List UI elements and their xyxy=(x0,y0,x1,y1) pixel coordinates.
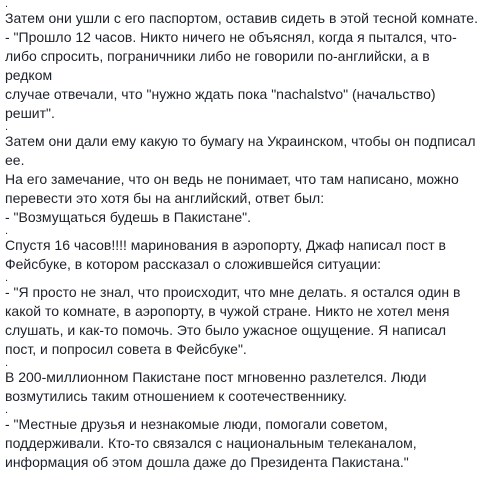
separator-dot: . xyxy=(5,404,9,416)
separator-dot: . xyxy=(5,121,9,133)
text-line: либо спросить, пограничники либо не говорили по-английски, а в редком xyxy=(5,48,430,83)
text-line: информация об этом дошла даже до Президента Пакистана." xyxy=(5,454,409,470)
text-line: перевести это хотя бы на английский, ответ был: xyxy=(5,190,325,206)
text-line: - "Местные друзья и незнакомые люди, помогали советом, xyxy=(5,416,388,432)
paragraph-facebook-post xyxy=(5,236,479,274)
text-line: какой то комнате, в аэропорту, в чужой стране. Никто не хотел меня xyxy=(5,303,450,319)
text-line: решит". xyxy=(5,105,55,121)
text-line: - "Прошло 12 часов. Никто ничего не объяснял, когда я пытался, что- xyxy=(5,29,457,45)
text-line: Затем они ушли с его паспортом, оставив сидеть в этой тесной комнате. xyxy=(5,10,478,26)
text-line: случае отвечали, что "нужно ждать пока "nachalstvo" (начальство) xyxy=(5,86,436,102)
paragraph-quote-support xyxy=(5,415,479,472)
text-line: ее. xyxy=(5,152,25,168)
text-line: пост, и попросил совета в Фейсбуке". xyxy=(5,341,247,357)
text-line: Затем они дали ему какую то бумагу на Украинском, чтобы он подписал xyxy=(5,133,476,149)
text-line: Фейсбуке, в котором рассказал о сложившейся ситуации: xyxy=(5,256,382,272)
paragraph-pakistan xyxy=(5,368,479,406)
text-line: - "Возмущаться будешь в Пакистане". xyxy=(5,209,252,225)
text-line: На его замечание, что он ведь не понимает, что там написано, можно xyxy=(5,171,459,187)
separator-dot: . xyxy=(5,225,9,237)
text-line: возмутились таким отношением к соотечественнику. xyxy=(5,388,347,404)
text-line: Спустя 16 часов!!!! маринования в аэропорту, Джаф написал пост в xyxy=(5,237,446,253)
text-line: поддерживали. Кто-то связался с национальным телеканалом, xyxy=(5,435,417,451)
text-line: - "Я просто не знал, что происходит, что мне делать. я остался один в xyxy=(5,284,461,300)
separator-dot: . xyxy=(5,357,9,369)
post-body xyxy=(5,0,479,472)
separator-dot: . xyxy=(5,0,9,10)
paragraph-document xyxy=(5,132,479,227)
separator-dot: . xyxy=(5,272,9,284)
paragraph-quote-alone xyxy=(5,283,479,359)
paragraph-passport xyxy=(5,9,479,123)
text-line: В 200-миллионном Пакистане пост мгновенно разлетелся. Люди xyxy=(5,369,427,385)
text-line: слушать, и как-то помочь. Это было ужасное ощущение. Я написал xyxy=(5,322,447,338)
